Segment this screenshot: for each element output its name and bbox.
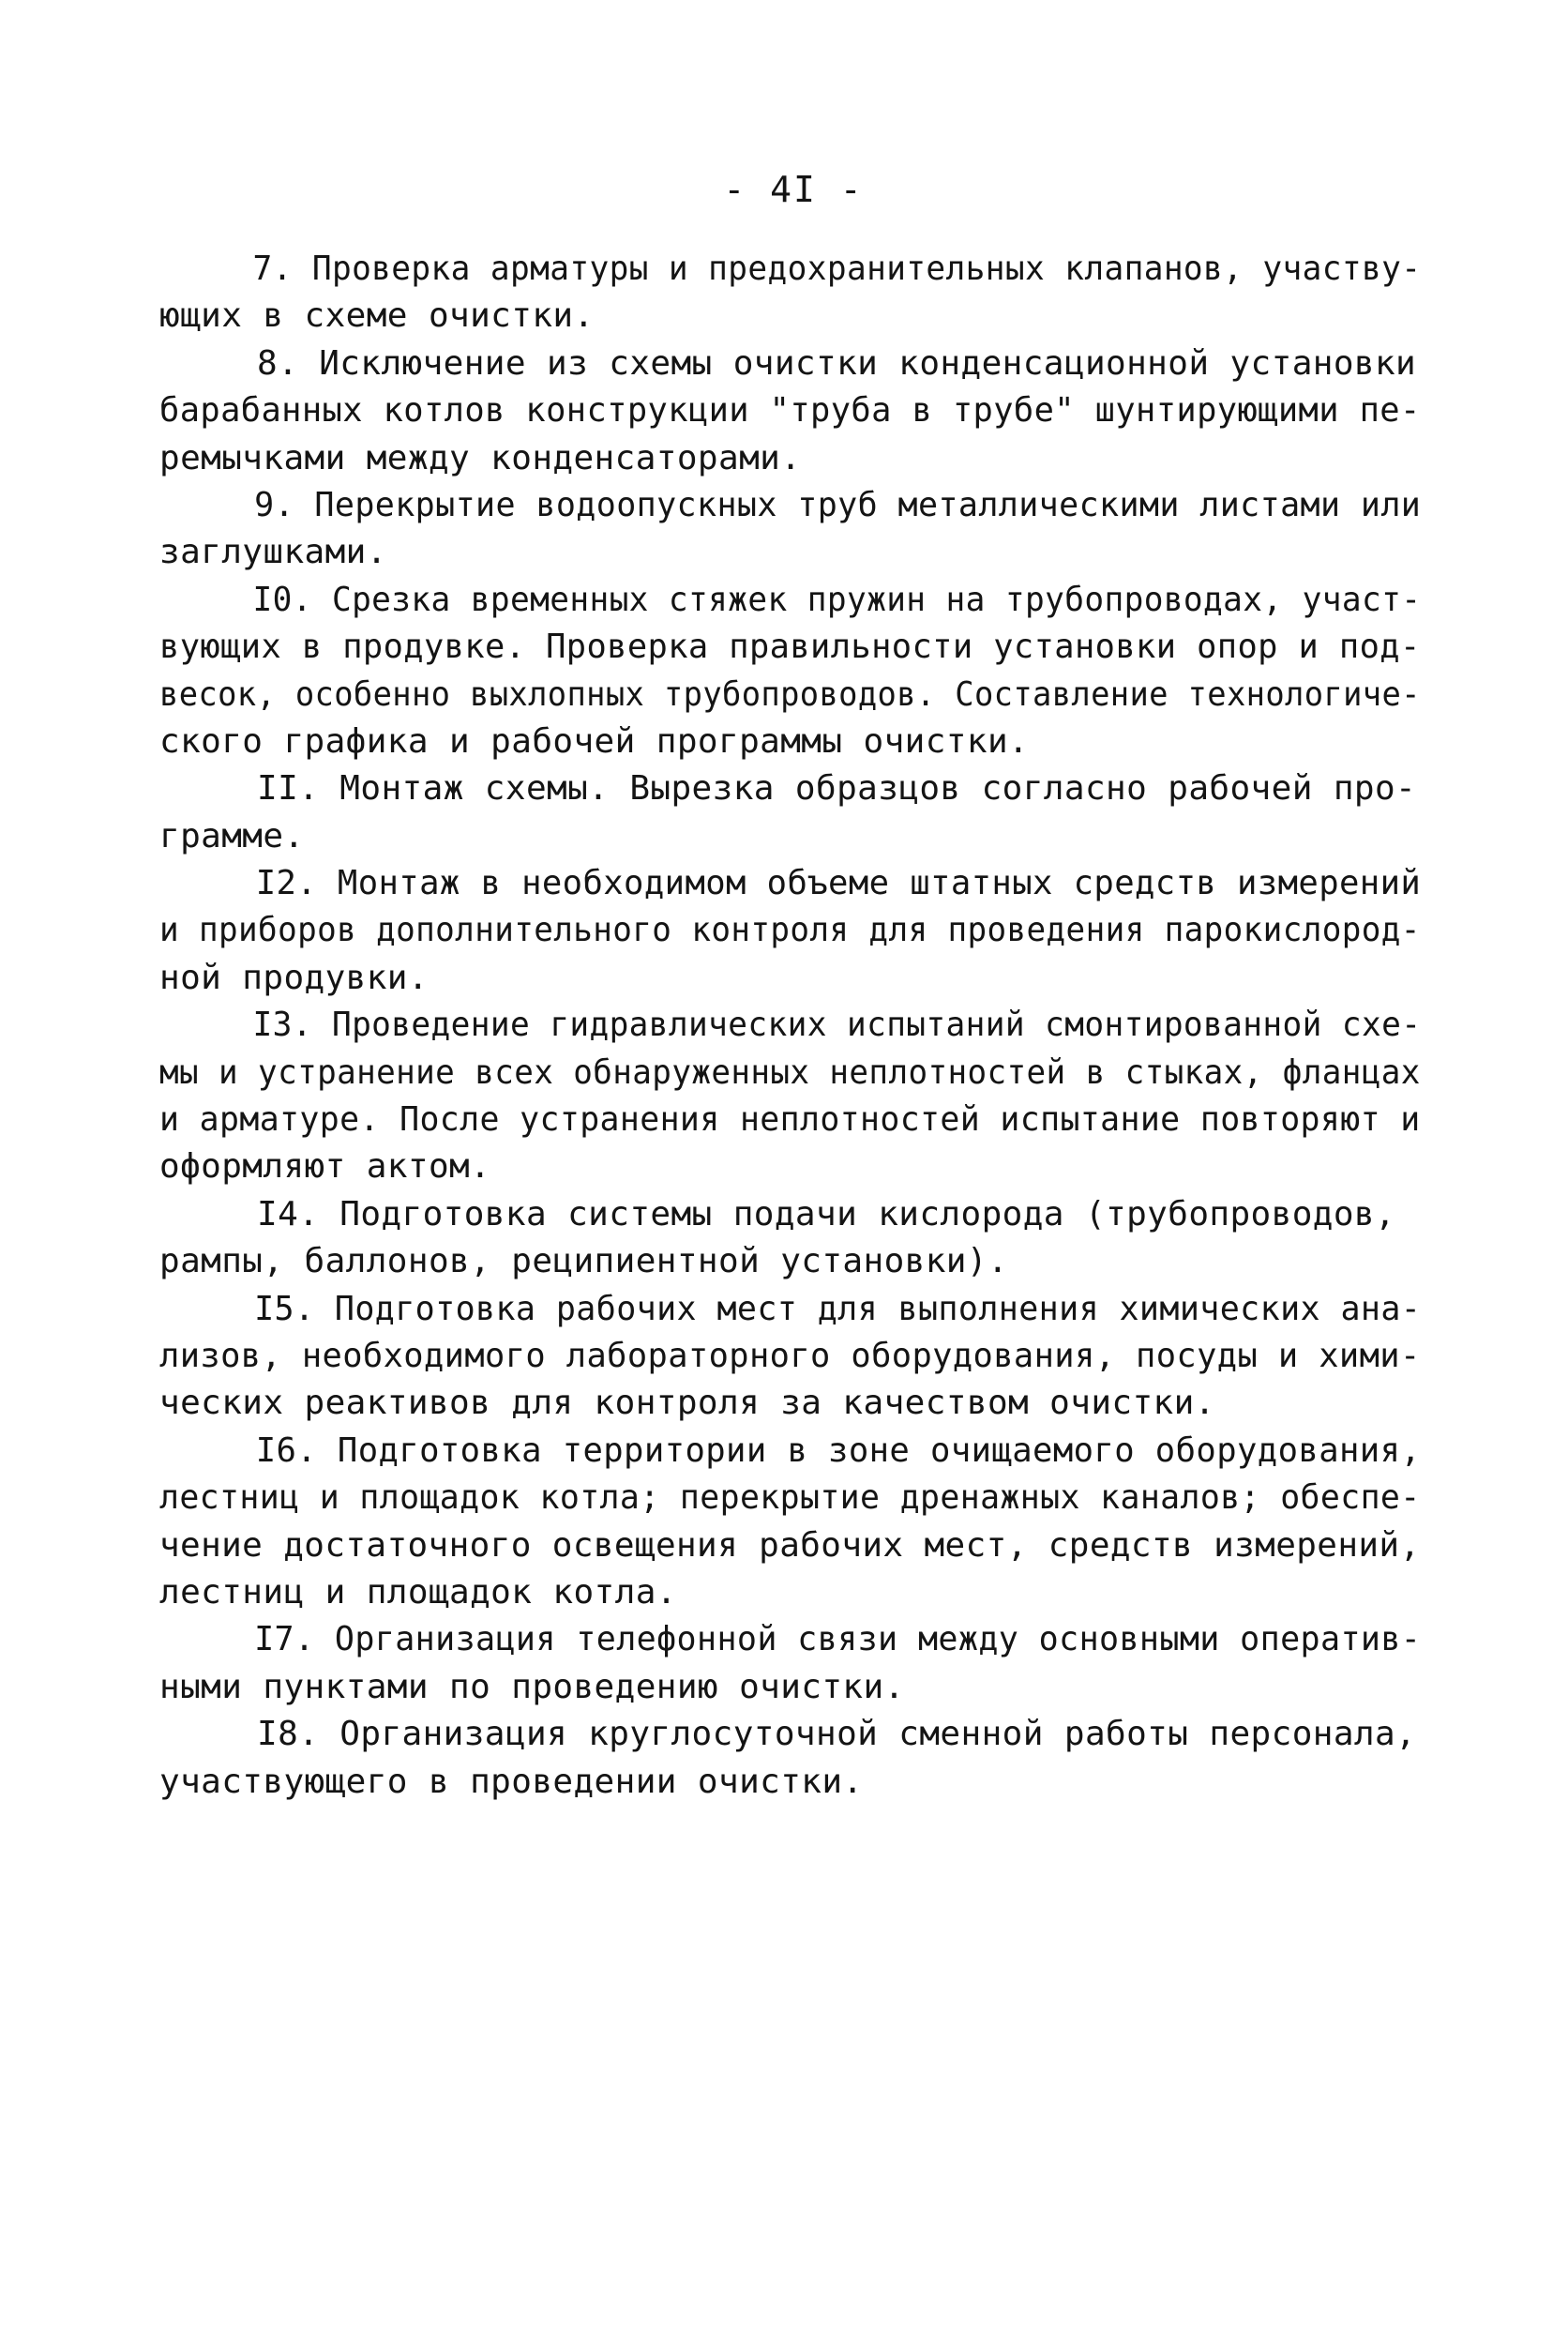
text-line: чение достаточного освещения рабочих мест, средств измерений, — [159, 1525, 1421, 1565]
text-line: ского графика и рабочей программы очистки. — [159, 721, 1030, 761]
text-line: II. Монтаж схемы. Вырезка образцов согласно рабочей про- — [257, 769, 1417, 809]
text-line: и приборов дополнительного контроля для проведения парокислород- — [159, 911, 1421, 950]
text-line: I7. Организация телефонной связи между основными оператив- — [254, 1620, 1422, 1659]
text-line: ческих реактивов для контроля за качеством очистки. — [159, 1384, 1215, 1423]
text-line: лестниц и площадок котла. — [159, 1572, 677, 1612]
text-line: лестниц и площадок котла; перекрытие дренажных каналов; обеспе- — [159, 1478, 1421, 1518]
page-number: - 4I - — [723, 169, 864, 210]
text-line: ными пунктами по проведению очистки. — [159, 1667, 905, 1706]
text-line: 8. Исключение из схемы очистки конденсационной установки — [257, 343, 1417, 383]
text-line: весок, особенно выхлопных трубопроводов. Составление технологиче- — [159, 674, 1421, 714]
text-line: и арматуре. После устранения неплотностей испытание повторяют и — [159, 1100, 1421, 1140]
text-line: I2. Монтаж в необходимом объеме штатных средств измерений — [255, 864, 1422, 903]
text-line: I8. Организация круглосуточной сменной работы персонала, — [257, 1715, 1417, 1754]
text-line: 7. Проверка арматуры и предохранительных клапанов, участву- — [252, 250, 1422, 288]
text-line: ющих в схеме очистки. — [159, 296, 595, 336]
text-line: барабанных котлов конструкции "труба в трубе" шунтирующими пе- — [159, 391, 1421, 431]
text-line: вующих в продувке. Проверка правильности установки опор и под- — [159, 628, 1421, 667]
text-line: ной продувки. — [159, 958, 429, 997]
text-line: 9. Перекрытие водоопускных труб металлическими листами или — [254, 485, 1422, 524]
text-line: I6. Подготовка территории в зоне очищаемого оборудования, — [255, 1430, 1422, 1470]
text-line: мы и устранение всех обнаруженных неплотностей в стыках, фланцах — [159, 1052, 1421, 1092]
text-line: оформляют актом. — [159, 1147, 491, 1187]
text-line: лизов, необходимого лабораторного оборудования, посуды и хими- — [159, 1336, 1421, 1375]
text-line: ремычками между конденсаторами. — [159, 438, 802, 477]
text-line: заглушками. — [159, 533, 387, 572]
text-line: участвующего в проведении очистки. — [159, 1762, 864, 1801]
text-line: I3. Проведение гидравлических испытаний смонтированной схе- — [252, 1006, 1422, 1045]
body-text — [159, 246, 1421, 1806]
text-line: I5. Подготовка рабочих мест для выполнения химических ана- — [254, 1289, 1422, 1328]
text-line: I4. Подготовка системы подачи кислорода (трубопроводов, — [257, 1194, 1396, 1234]
text-line: грамме. — [159, 816, 305, 855]
text-line: I0. Срезка временных стяжек пружин на трубопроводах, участ- — [252, 580, 1422, 619]
text-line: рампы, баллонов, реципиентной установки). — [159, 1242, 1009, 1281]
